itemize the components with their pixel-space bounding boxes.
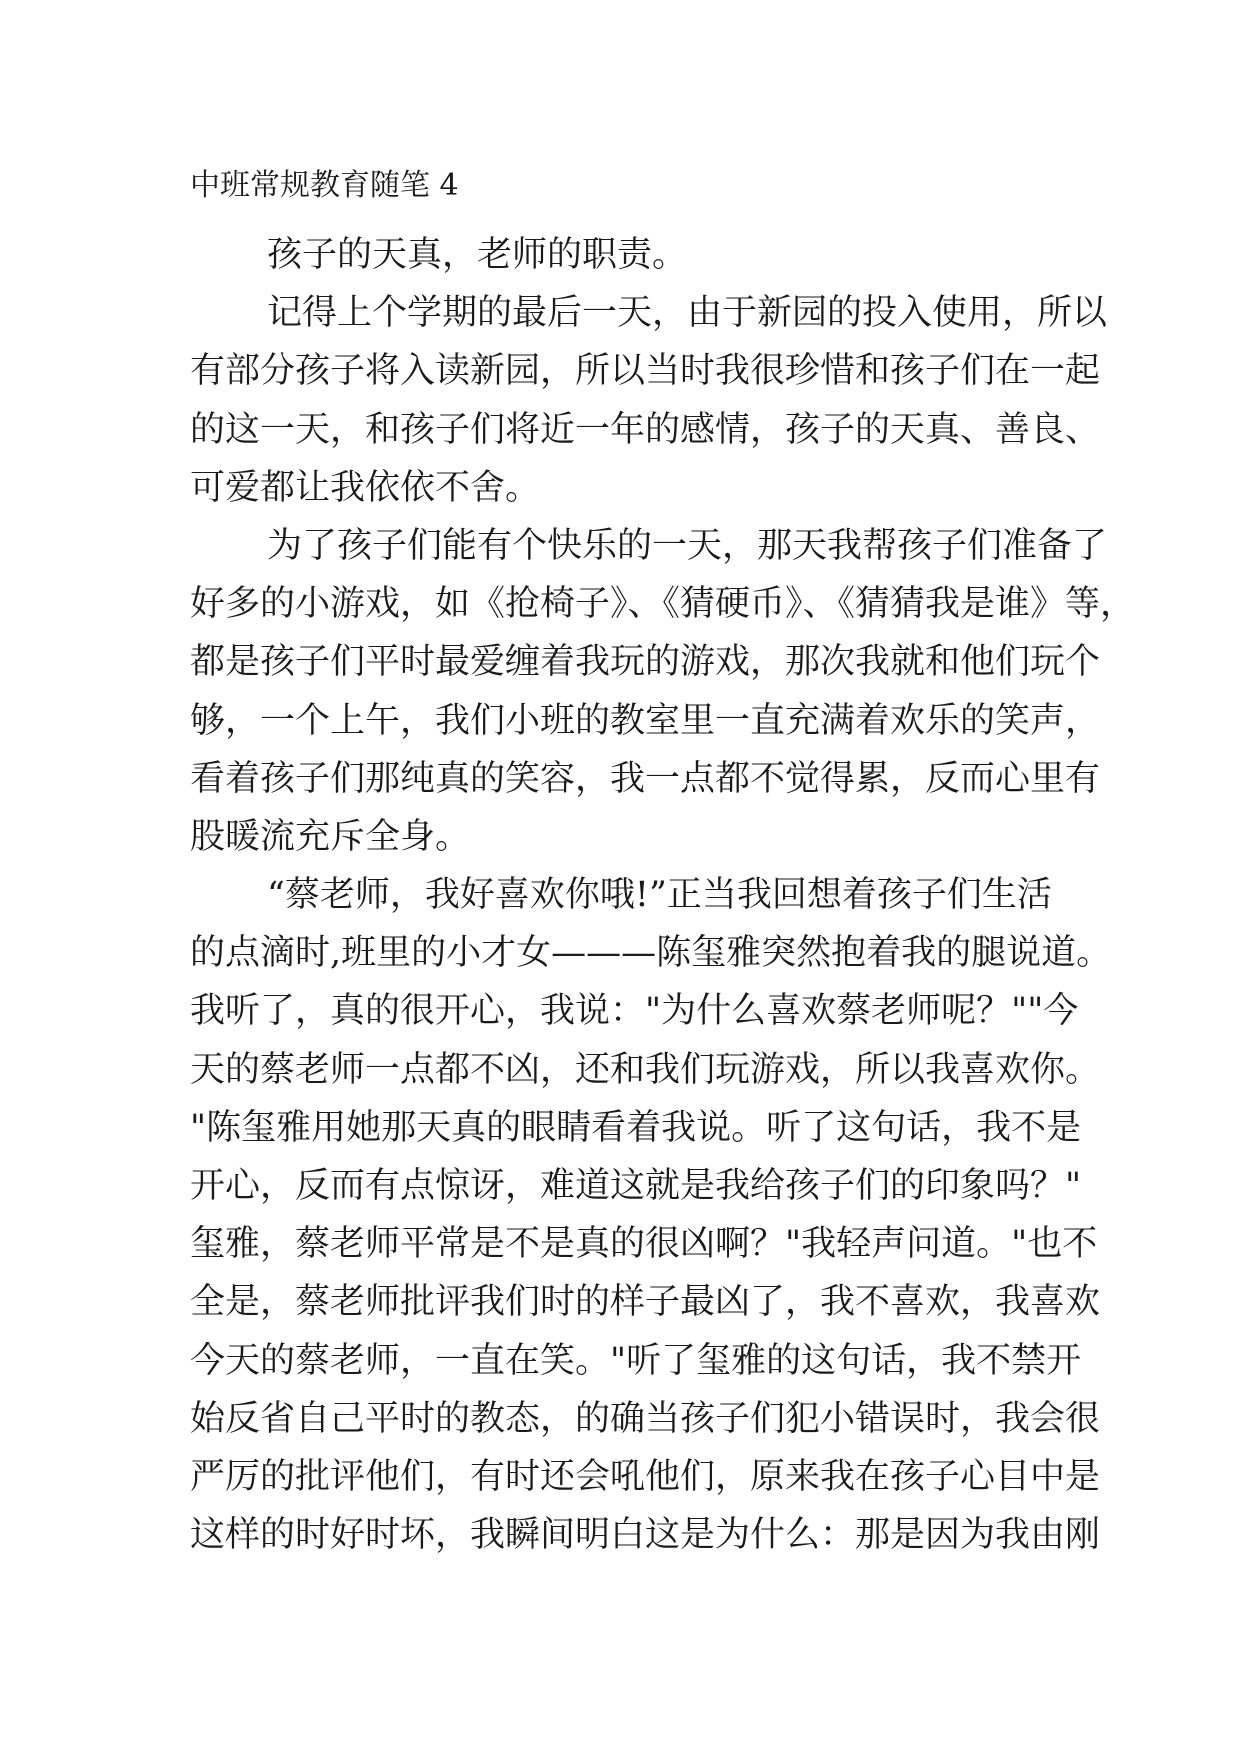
- text-line: 够，一个上午，我们小班的教室里一直充满着欢乐的笑声，: [190, 700, 1101, 741]
- document-title: 中班常规教育随笔 4: [190, 168, 459, 203]
- text-line: 我听了，真的很开心，我说："为什么喜欢蔡老师呢？""今: [190, 991, 1079, 1032]
- text-line: 开心，反而有点惊讶，难道这就是我给孩子们的印象吗？": [190, 1166, 1082, 1206]
- text-line: 始反省自己平时的教态，的确当孩子们犯小错误时，我会很: [190, 1398, 1101, 1439]
- text-line: 为了孩子们能有个快乐的一天，那天我帮孩子们准备了: [267, 525, 1108, 566]
- document-body: [190, 226, 1136, 1564]
- text-line: 这样的时好时坏，我瞬间明白这是为什么：那是因为我由刚: [190, 1515, 1101, 1556]
- text-line: 记得上个学期的最后一天，由于新园的投入使用，所以: [267, 293, 1108, 334]
- text-line: 玺雅，蔡老师平常是不是真的很凶啊？"我轻声问道。"也不: [190, 1224, 1098, 1265]
- text-line: 的这一天，和孩子们将近一年的感情，孩子的天真、善良、: [190, 409, 1101, 450]
- text-line: 有部分孩子将入读新园，所以当时我很珍惜和孩子们在一起: [190, 351, 1101, 392]
- paragraph-4: [190, 866, 1112, 1564]
- text-line: 好多的小游戏，如《抢椅子》、《猜硬币》、《猜猜我是谁》等，: [190, 584, 1136, 625]
- text-line: 全是，蔡老师批评我们时的样子最凶了，我不喜欢，我喜欢: [190, 1282, 1101, 1323]
- text-line: 严厉的批评他们，有时还会吼他们，原来我在孩子心目中是: [190, 1456, 1101, 1497]
- text-line: 今天的蔡老师，一直在笑。"听了玺雅的这句话，我不禁开: [190, 1340, 1082, 1381]
- paragraph-3: [190, 517, 1136, 866]
- text-line: “蔡老师，我好喜欢你哦!”正当我回想着孩子们生活: [267, 875, 1052, 916]
- text-line: 看着孩子们那纯真的笑容，我一点都不觉得累，反而心里有: [190, 758, 1101, 799]
- text-line: "陈玺雅用她那天真的眼睛看着我说。听了这句话，我不是: [190, 1107, 1082, 1148]
- text-line: 股暖流充斥全身。: [190, 816, 471, 857]
- paragraph-2: [190, 284, 1108, 517]
- text-line: 天的蔡老师一点都不凶，还和我们玩游戏，所以我喜欢你。: [190, 1049, 1101, 1090]
- text-line: 孩子的天真，老师的职责。: [267, 235, 688, 275]
- text-line: 可爱都让我依依不舍。: [190, 467, 541, 508]
- paragraph-1: [190, 226, 1070, 284]
- text-line: 都是孩子们平时最爱缠着我玩的游戏，那次我就和他们玩个: [190, 642, 1101, 683]
- text-line: 的点滴时,班里的小才女———陈玺雅突然抱着我的腿说道。: [190, 933, 1112, 974]
